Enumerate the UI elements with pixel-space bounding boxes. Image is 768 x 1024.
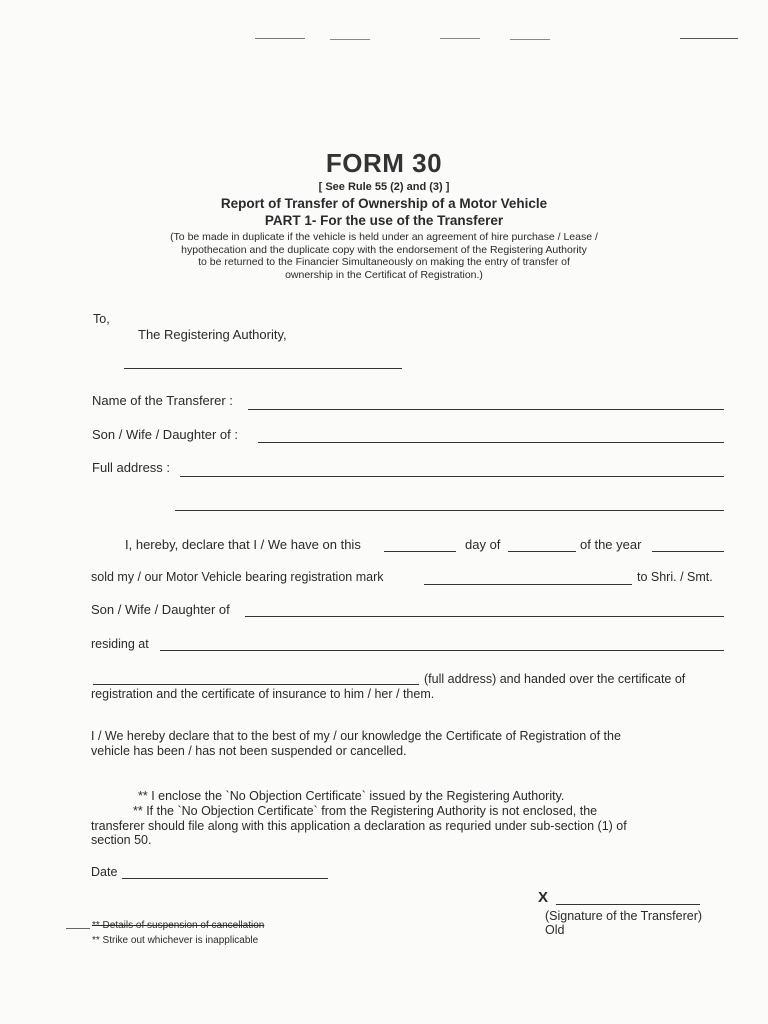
authority-label: The Registering Authority, [138,327,287,342]
full-address-label: Full address : [92,460,171,475]
top-edge-mark [330,39,370,40]
rule-reference: [ See Rule 55 (2) and (3) ] [318,181,450,193]
full-address-field-1[interactable] [180,476,724,477]
registration-insurance-text: registration and the certificate of insurance to him / her / them. [91,687,435,701]
declaration-text-1: I, hereby, declare that I / We have on this [125,537,361,552]
transferee-relation-field[interactable] [245,616,724,617]
duplicate-note [0,231,768,281]
noc-enclosed-text: ** I enclose the `No Objection Certificate` issued by the Registering Authority. [138,789,565,803]
sold-vehicle-text: sold my / our Motor Vehicle bearing registration mark [91,570,384,584]
top-edge-mark [255,38,305,39]
note-line: to be returned to the Financier Simultaneously on making the entry of transfer of [198,256,570,268]
date-label: Date [91,865,118,879]
declaration-text-2: day of [465,537,501,552]
date-field[interactable] [122,878,328,879]
form-title: FORM 30 [325,148,443,178]
year-field[interactable] [652,551,724,552]
footnote-strike-out: ** Strike out whichever is inapplicable [92,935,259,946]
signature-label: (Signature of the Transferer) [545,909,703,923]
knowledge-declaration [91,729,621,759]
old-label: Old [545,923,565,937]
note-line: (To be made in duplicate if the vehicle is held under an agreement of hire purchase / Lease / [170,231,598,243]
relation-field[interactable] [258,442,724,443]
section-reference-text: section 50. [91,833,152,847]
transferer-name-label: Name of the Transferer : [92,393,233,408]
footnote-suspension: ** Details of suspension of cancellation [92,920,265,931]
declaration-text-3: of the year [580,537,642,552]
signature-field[interactable] [556,904,700,905]
knowledge-line: vehicle has been / has not been suspended or cancelled. [91,744,407,758]
part-heading: PART 1- For the use of the Transferer [264,213,504,228]
transferee-relation-label: Son / Wife / Daughter of [91,602,230,617]
month-field[interactable] [508,551,576,552]
note-line: hypothecation and the duplicate copy with the endorsement of the Registering Authority [181,243,587,256]
form-heading: Report of Transfer of Ownership of a Motor Vehicle [220,196,548,211]
to-shri-text: to Shri. / Smt. [637,570,713,584]
transferee-address-field[interactable] [93,684,419,685]
knowledge-line: I / We hereby declare that to the best of my / our knowledge the Certificate of Registration of the [91,729,621,743]
top-edge-mark [510,39,550,40]
residing-at-field[interactable] [160,650,724,651]
residing-at-label: residing at [91,637,149,651]
top-edge-mark [440,38,480,39]
note-line: ownership in the Certificat of Registration.) [285,268,483,281]
top-edge-mark [680,38,738,39]
noc-not-enclosed-text: ** If the `No Objection Certificate` from the Registering Authority is not enclosed, the [133,804,598,818]
relation-label: Son / Wife / Daughter of : [92,427,238,442]
transferer-name-field[interactable] [248,409,724,410]
full-address-field-2[interactable] [175,510,724,511]
registration-mark-field[interactable] [424,584,632,585]
to-label: To, [93,312,110,326]
full-address-note: (full address) and handed over the certificate of [424,672,686,686]
declaration-requirement-text: transferer should file along with this application a declaration as requried under sub-section (1) of [91,819,627,833]
authority-address-field[interactable] [124,368,402,369]
signature-mark: X [538,889,549,906]
day-field[interactable] [384,551,456,552]
footnote-mark [66,928,90,929]
